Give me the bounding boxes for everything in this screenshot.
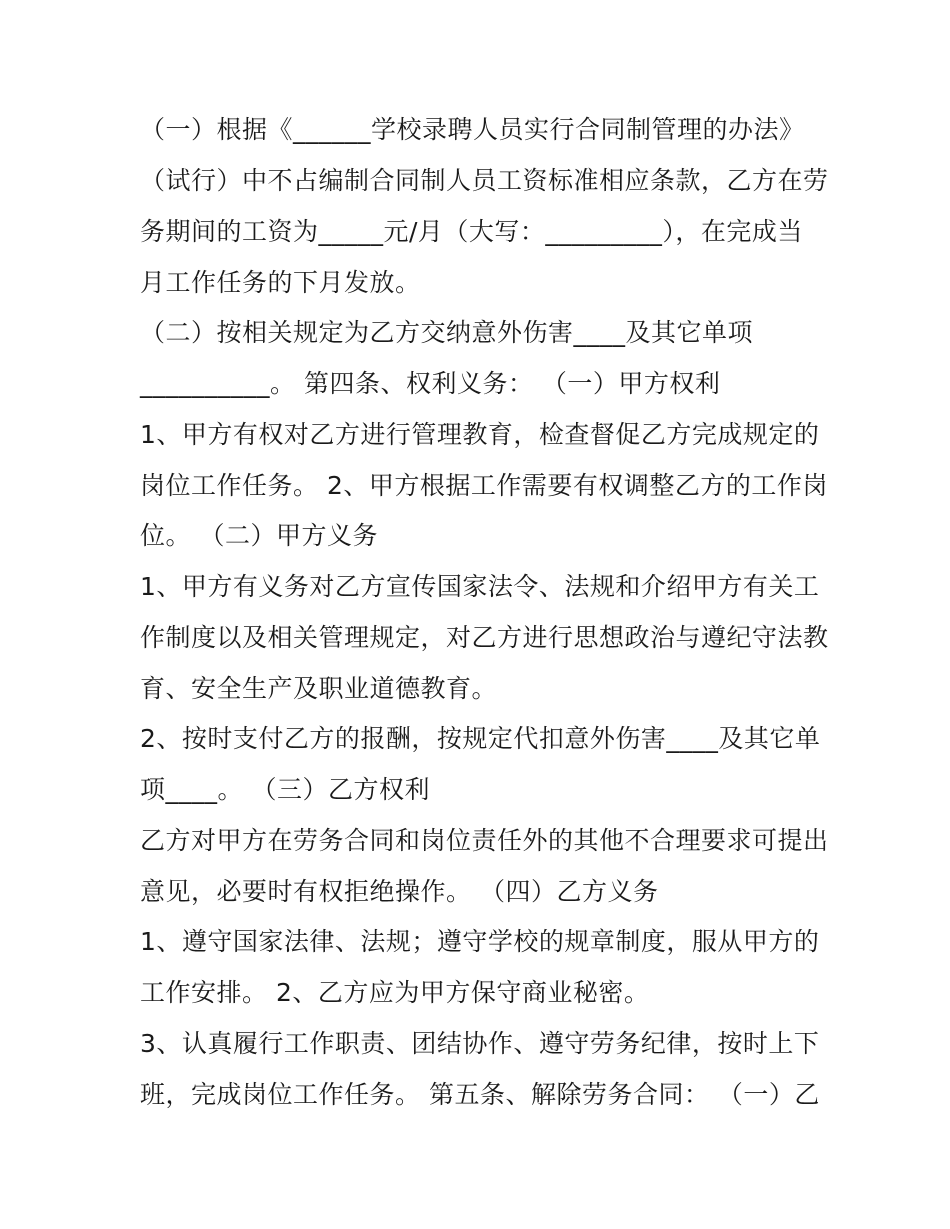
- text-line: 乙方对甲方在劳务合同和岗位责任外的其他不合理要求可提出: [140, 826, 829, 855]
- text-line: 月工作任务的下月发放。: [140, 268, 421, 297]
- text-line: 项____。 （三）乙方权利: [140, 775, 430, 804]
- text-line: 3、认真履行工作职责、团结协作、遵守劳务纪律，按时上下: [140, 1029, 820, 1058]
- text-line: __________。 第四条、权利义务： （一）甲方权利: [140, 369, 721, 398]
- text-line: 位。 （二）甲方义务: [140, 521, 378, 550]
- text-line: 作制度以及相关管理规定，对乙方进行思想政治与遵纪守法教: [140, 623, 829, 652]
- text-line: 1、遵守国家法律、法规；遵守学校的规章制度，服从甲方的: [140, 927, 820, 956]
- text-line: 务期间的工资为_____元/月（大写：_________），在完成当: [140, 217, 803, 246]
- text-line: 1、甲方有权对乙方进行管理教育，检查督促乙方完成规定的: [140, 420, 820, 449]
- text-line: 意见，必要时有权拒绝操作。 （四）乙方义务: [140, 877, 659, 906]
- text-line: 岗位工作任务。 2、甲方根据工作需要有权调整乙方的工作岗: [140, 471, 828, 500]
- text-line: 2、按时支付乙方的报酬，按规定代扣意外伤害____及其它单: [140, 724, 821, 753]
- text-line: （试行）中不占编制合同制人员工资标准相应条款，乙方在劳: [140, 166, 829, 195]
- text-line: 1、甲方有义务对乙方宣传国家法令、法规和介绍甲方有关工: [140, 572, 820, 601]
- text-line: 工作安排。 2、乙方应为甲方保守商业秘密。: [140, 978, 650, 1007]
- text-line: 育、安全生产及职业道德教育。: [140, 674, 498, 703]
- text-line: 班，完成岗位工作任务。 第五条、解除劳务合同： （一）乙: [140, 1080, 820, 1109]
- text-line: （一）根据《______学校录聘人员实行合同制管理的办法》: [140, 115, 805, 144]
- text-line: （二）按相关规定为乙方交纳意外伤害____及其它单项: [140, 318, 754, 347]
